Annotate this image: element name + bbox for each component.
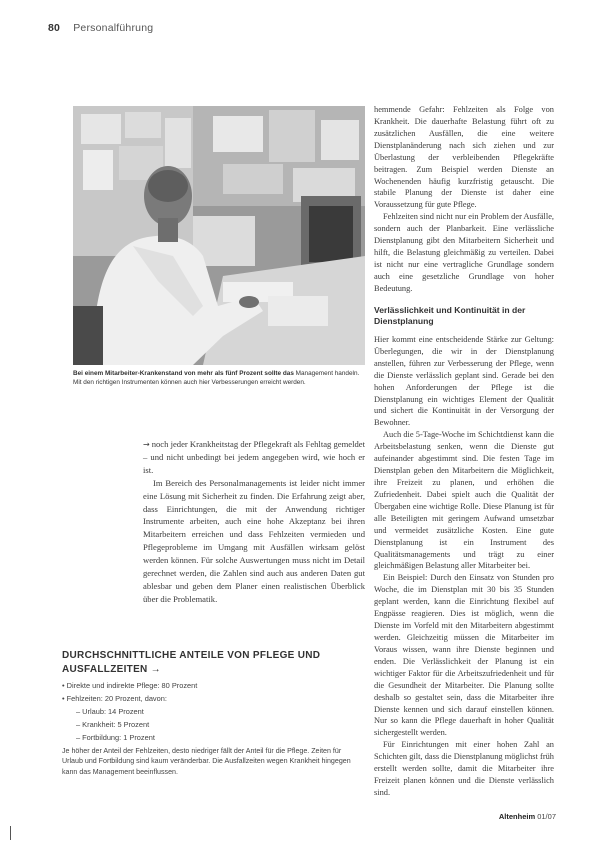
- right-column: [374, 104, 554, 799]
- caption-text: Management handeln. Mit den richtigen Instrumenten können auch hier Verbesserungen erreicht werden.: [73, 370, 360, 387]
- magazine-name: Altenheim: [498, 812, 536, 821]
- section-title: Personalführung: [73, 22, 154, 34]
- caption-lead: Bei einem Mitarbeiter-Krankenstand von mehr als fünf Prozent sollte das: [73, 370, 294, 377]
- margin-mark: [10, 826, 11, 840]
- photo-caption: [73, 369, 365, 388]
- photo-nurse-at-desk: [73, 106, 365, 365]
- box-list-item: • Fehlzeiten: 20 Prozent, davon:: [62, 693, 362, 706]
- issue-number: 01/07: [537, 812, 556, 821]
- box-list: [62, 680, 362, 745]
- left-paragraph-2: Im Bereich des Personalmanagements ist leider nicht immer eine Lösung mit Sicherheit zu finden. Die Erfahrung zeigt aber, dass Einrichtungen, die mit der Anwendung richtiger Instrumente arbeiten, auch eine hohe Akzeptanz bei ihren Mitarbeitern erreichen und dass Fehlzeiten vermieden und Pflegeprobleme im Umgang mit Ausfällen wirksam gelöst werden können. Für solche Auswertungen muss nicht im Detail gerechnet werden, die Zahlen sind auch aus anderen Daten gut ablesbar und geben dem Planer einen realistischen Überblick über die Problematik.: [143, 477, 365, 604]
- box-note: Je höher der Anteil der Fehlzeiten, desto niedriger fällt der Anteil für die Pflege. Zeiten für Urlaub und Fortbildung sind kaum veränderbar. Die Ausfallzeiten wegen Krankheit hingegen kann das Management beeinflussen.: [62, 747, 351, 776]
- right-paragraph-3: Hier kommt eine entscheidende Stärke zur Geltung: Überlegungen, die wir in der Dienstplanung anstellen, führen zur Verbesserung der Pflege, wenn die Dienste verlässlich geplant sind. Gerade bei den hohen Anforderungen der Pflege ist die Dienstplanung ein wichtiges Element der Qualität und sichert die Kontinuität in der Versorgung der Bewohner.: [374, 334, 554, 428]
- box-list-item: • Direkte und indirekte Pflege: 80 Prozent: [62, 680, 362, 693]
- box-list-subitem: – Fortbildung: 1 Prozent: [62, 732, 362, 745]
- sub-heading: Verlässlichkeit und Kontinuität in der Dienstplanung: [374, 304, 526, 327]
- right-paragraph-5: Ein Beispiel: Durch den Einsatz von Stunden pro Woche, die im Dienstplan mit 30 bis 35 Stunden geplant werden, kann die Einrichtung flexibel auf Engpässe reagieren. Dies ist möglich, wenn die Dienste im Vorfeld mit den Mitarbeitern abgestimmt werden. Gleichzeitig müssen die Mitarbeiter im Voraus wissen, wann ihre Dienste beginnen und enden. Die Verlässlichkeit der Planung ist ein wichtiger Faktor für die Arbeitszufriedenheit und für die Gesundheit der Mitarbeiter. Die Planung sollte deshalb so gestaltet sein, dass die Mitarbeiter ihre Dienste kennen und sich darauf einstellen können. Nur so kann die Pflege dauerhaft in hoher Qualität sichergestellt werden.: [374, 573, 554, 738]
- right-paragraph-1: hemmende Gefahr: Fehlzeiten als Folge von Krankheit. Die dauerhafte Belastung führt oft zu zusätzlichen Ausfällen, die eine weitere Dienstplanänderung nach sich ziehen und zur Überlastung der verbleibenden Pflegekräfte beitragen. Zum Beispiel werden Dienste an Wochenenden häufig kurzfristig getauscht. Die stabile Planung der Dienste ist daher eine Voraussetzung für gute Pflege.: [374, 105, 554, 210]
- left-paragraph-1-text: noch jeder Krankheitstag der Pflegekraft als Fehltag gemeldet – und nicht unbedingt bei jedem angegeben wird, wie hoch er ist.: [143, 439, 365, 475]
- box-list-subitem: – Krankheit: 5 Prozent: [62, 719, 362, 732]
- right-paragraph-4: Auch die 5-Tage-Woche im Schichtdienst kann die Arbeitsbelastung senken, wenn die Dienste gut aufeinander abgestimmt sind. Die festen Tage im Dienstplan geben den Mitarbeitern die Möglichkeit, ihre Freizeit zu planen, und erhöhen die Zufriedenheit. Dabei spielt auch die Qualität der Übergaben eine wichtige Rolle. Diese Planung ist für alle Beteiligten mit geringem Aufwand umsetzbar und vermeidet zusätzliche Kosten. Eine gute Dienstplanung ist ein Instrument des Qualitätsmanagements und trägt zu einer gleichmäßigen Belastung aller Mitarbeiter bei.: [374, 430, 554, 571]
- box-list-subitem: – Urlaub: 14 Prozent: [62, 706, 362, 719]
- right-paragraph-2: Fehlzeiten sind nicht nur ein Problem der Ausfälle, sondern auch der Planbarkeit. Eine verlässliche Dienstplanung gibt den Mitarbeitern Sicherheit und hilft, die Belastung gleichmäßig zu verteilen. Dabei ist nicht nur eine vertragliche Grundlage sondern auch eine gesetzliche Grundlage von hoher Bedeutung.: [374, 212, 554, 293]
- page-number: 80: [48, 22, 61, 34]
- arrow-right-icon: →: [143, 440, 150, 449]
- left-paragraph-1: [143, 438, 365, 477]
- box-title: DURCHSCHNITTLICHE ANTEILE VON PFLEGE UND AUSFALLZEITEN →: [62, 650, 321, 675]
- left-body-text: [143, 438, 365, 606]
- page-header: [48, 22, 153, 34]
- right-paragraph-6: Für Einrichtungen mit einer hohen Zahl an Schichten gilt, dass die Dienstplanung möglichst früh erstellt werden sollte, damit die Mitarbeiter ihre Freizeit planen können und die Dienste verlässlich sind.: [374, 740, 554, 797]
- page-footer: [499, 812, 556, 821]
